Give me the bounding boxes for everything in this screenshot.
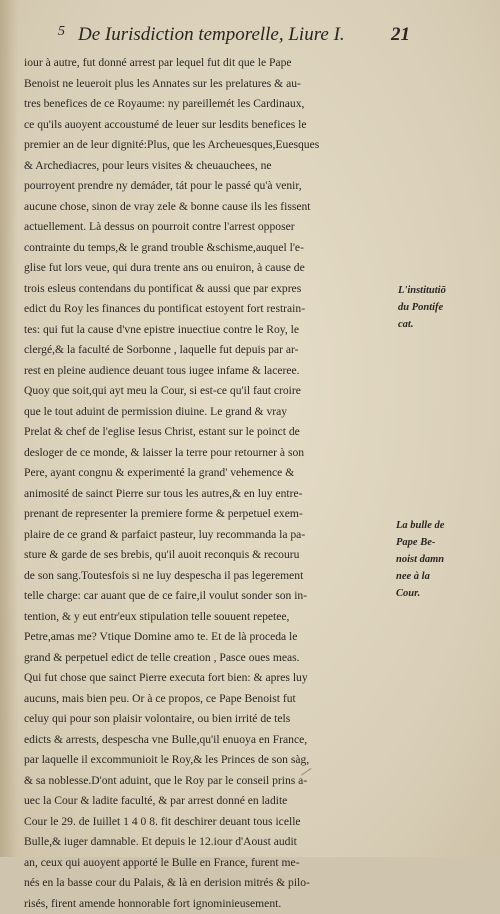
body-line: Benoist ne leueroit plus les Annates sur les prelatures & au-: [24, 74, 398, 95]
body-line: contrainte du temps,& le grand trouble &schisme,auquel l'e-: [24, 238, 398, 259]
margin-note-line: noist damn: [396, 551, 444, 568]
body-line: edict du Roy les finances du pontificat estoyent fort restrain-: [24, 299, 398, 320]
body-line: glise fut lors veue, qui dura trente ans ou enuiron, à cause de: [24, 258, 398, 279]
body-line: tention, & y eut entr'eux stipulation telle souuent repetee,: [24, 607, 398, 628]
body-line: que le tout aduint de permission diuine. Le grand & vray: [24, 402, 398, 423]
margin-note-institution: [398, 282, 446, 333]
body-line: Quoy que soit,qui ayt meu la Cour, si est-ce qu'il faut croire: [24, 381, 398, 402]
body-line: pourroyent prendre ny demáder, tát pour le passé qu'à venir,: [24, 176, 398, 197]
body-line: aucune chose, sinon de vray zele & bonne cause ils les fissent: [24, 197, 398, 218]
body-line: clergé,& la faculté de Sorbonne , laquelle fut depuis par ar-: [24, 340, 398, 361]
running-header: [58, 24, 410, 48]
body-line: ce qu'ils auoyent accoustumé de leuer sur lesdits benefices le: [24, 115, 398, 136]
margin-note-line: du Pontife: [398, 299, 446, 316]
body-line: telle charge: car auant que de ce faire,il voulut sonder son in-: [24, 586, 398, 607]
body-line: animosité de sainct Pierre sur tous les autres,& en luy entre-: [24, 484, 398, 505]
body-line: par laquelle il excommunioit le Roy,& les Princes de son sàg,: [24, 750, 398, 771]
body-line: iour à autre, fut donné arrest par lequel fut dit que le Pape: [24, 53, 398, 74]
body-line: & sa noblesse.D'ont aduint, que le Roy par le conseil prins a-: [24, 771, 398, 792]
body-line: Petre,amas me? Vtique Domine amo te. Et de là proceda le: [24, 627, 398, 648]
body-line: desloger de ce monde, & laisser la terre pour retourner à son: [24, 443, 398, 464]
body-line: risés, firent amende honnorable fort ignominieusement.: [24, 894, 398, 914]
body-line: celuy qui pour son plaisir volontaire, ou bien irrité de tels: [24, 709, 398, 730]
margin-note-line: L'institutiō: [398, 282, 446, 299]
body-line: grand & perpetuel edict de telle creation , Pasce oues meas.: [24, 648, 398, 669]
running-title: De Iurisdiction temporelle, Liure I.: [78, 24, 345, 46]
body-line: trois esleus contendans du pontificat & aussi que par expres: [24, 279, 398, 300]
body-line: premier an de leur dignité:Plus, que les Archeuesques,Euesques: [24, 135, 398, 156]
gutter-shadow: [0, 0, 18, 857]
body-line: tres benefices de ce Royaume: ny pareillemét les Cardinaux,: [24, 94, 398, 115]
body-line: uec la Cour & ladite faculté, & par arrest donné en ladite: [24, 791, 398, 812]
body-line: sture & garde de ses brebis, qu'il auoit reconquis & recouru: [24, 545, 398, 566]
body-line: Bulle,& iuger damnable. Et depuis le 12.iour d'Aoust audit: [24, 832, 398, 853]
margin-note-line: Pape Be-: [396, 534, 444, 551]
folio-mark: 5: [58, 24, 65, 40]
body-line: & Archediacres, pour leurs visites & cheuauchees, ne: [24, 156, 398, 177]
margin-note-line: La bulle de: [396, 517, 444, 534]
body-line: Qui fut chose que sainct Pierre executa fort bien: & apres luy: [24, 668, 398, 689]
body-line: nés en la basse cour du Palais, & là en derision mitrés & pilo-: [24, 873, 398, 894]
body-line: tes: qui fut la cause d'vne epistre inuectiue contre le Roy, le: [24, 320, 398, 341]
body-line: actuellement. Là dessus on pourroit contre l'arrest opposer: [24, 217, 398, 238]
body-text: [24, 53, 398, 914]
body-line: plaire de ce grand & parfaict pasteur, luy recommanda la pa-: [24, 525, 398, 546]
body-line: aucuns, mais bien peu. Or à ce propos, ce Pape Benoist fut: [24, 689, 398, 710]
page-number: 21: [391, 24, 410, 46]
body-line: edicts & arrests, despescha vne Bulle,qu'il enuoya en France,: [24, 730, 398, 751]
body-line: de son sang.Toutesfois si ne luy despescha il pas legerement: [24, 566, 398, 587]
body-line: rest en pleine audience deuant tous iugee infame & laceree.: [24, 361, 398, 382]
body-line: an, ceux qui auoyent apporté le Bulle en France, furent me-: [24, 853, 398, 874]
body-line: prenant de representer la premiere forme & perpetuel exem-: [24, 504, 398, 525]
margin-note-bulle: [396, 517, 444, 602]
margin-note-line: Cour.: [396, 585, 444, 602]
margin-note-line: nee à la: [396, 568, 444, 585]
body-line: Pere, ayant congnu & experimenté la grand' vehemence &: [24, 463, 398, 484]
margin-note-line: cat.: [398, 316, 446, 333]
body-line: Prelat & chef de l'eglise Iesus Christ, estant sur le poinct de: [24, 422, 398, 443]
body-line: Cour le 29. de Iuillet 1 4 0 8. fit deschirer deuant tous icelle: [24, 812, 398, 833]
